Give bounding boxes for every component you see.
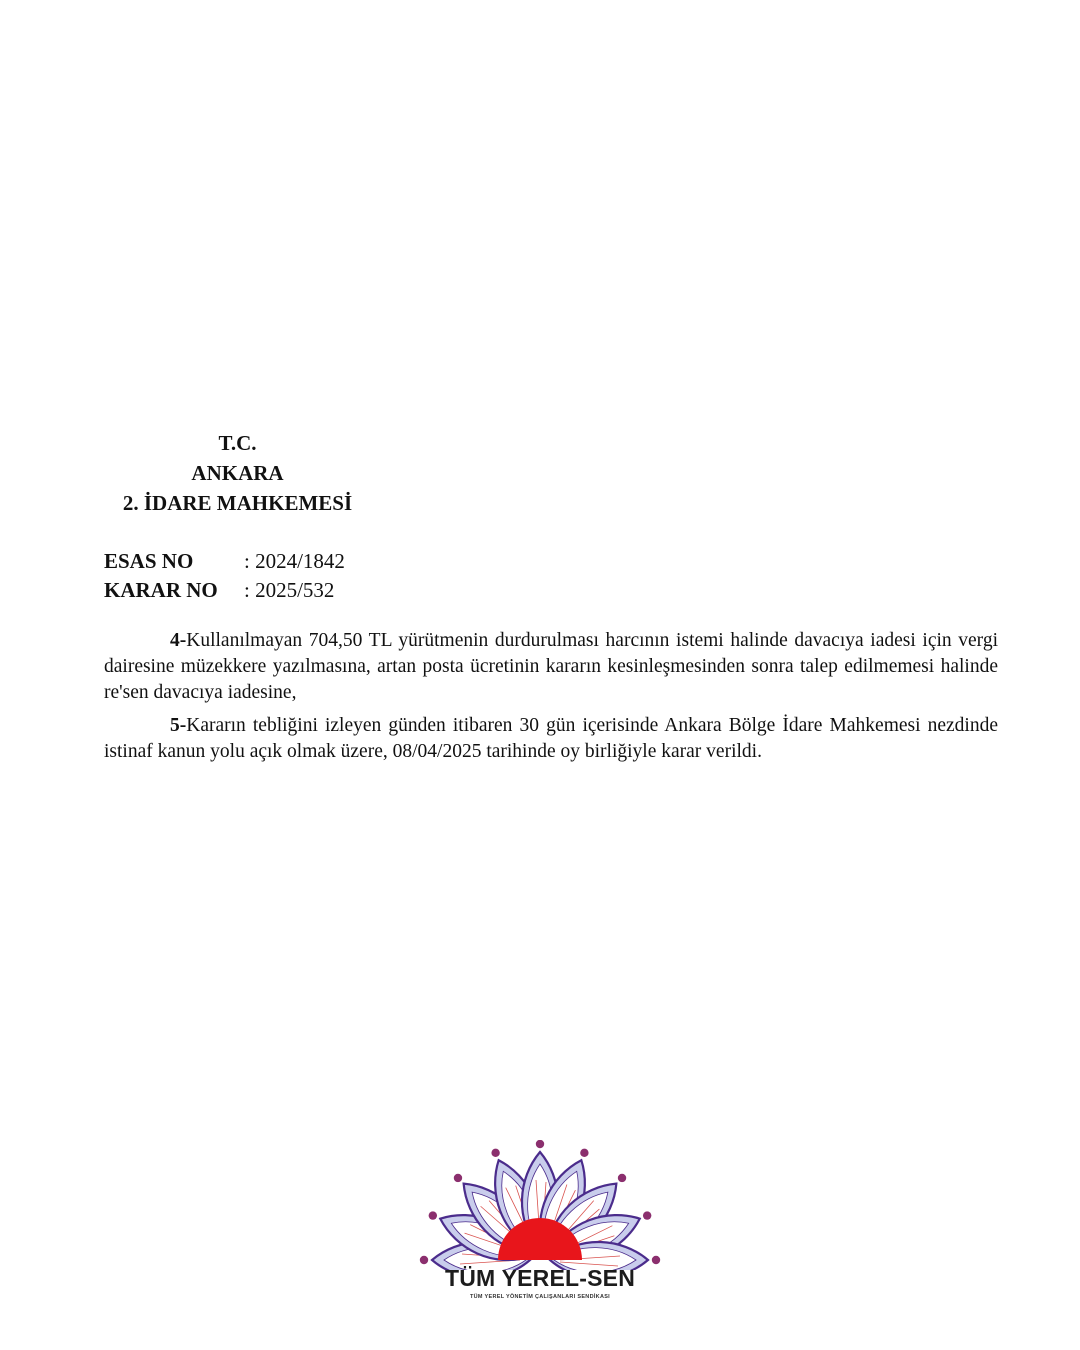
petal-dot: [420, 1256, 428, 1264]
esas-label: ESAS NO: [104, 549, 194, 573]
petal-dot: [652, 1256, 660, 1264]
karar-row: [104, 576, 345, 605]
petal-dot: [491, 1149, 499, 1157]
header-court: 2. İDARE MAHKEMESİ: [122, 491, 353, 515]
sunflower-emblem-icon: [412, 1140, 668, 1270]
petal-dot: [618, 1174, 626, 1182]
logo-subtitle: TÜM YEREL YÖNETİM ÇALIŞANLARI SENDİKASI: [469, 1294, 611, 1300]
esas-row: [104, 547, 345, 576]
karar-label: KARAR NO: [104, 578, 218, 602]
petal-dot: [454, 1174, 462, 1182]
petal-dot: [429, 1211, 437, 1219]
header-tc: T.C.: [218, 431, 257, 455]
petal-dot: [643, 1211, 651, 1219]
paragraph-5-number: 5-: [170, 715, 187, 736]
logo-name: TÜM YEREL-SEN: [444, 1265, 636, 1291]
karar-value: : 2025/532: [244, 578, 335, 602]
decision-body: [104, 628, 998, 772]
paragraph-4-number: 4-: [170, 630, 187, 651]
paragraph-5-text: Kararın tebliğini izleyen günden itibaren 30 gün içerisinde Ankara Bölge İdare Mahkemesi nezdinde istinaf kanun yolu açık olmak üzere, 08/04/2025 tarihinde oy birliğiyle karar verildi.: [104, 715, 998, 762]
court-header: [100, 428, 375, 518]
paragraph-4-text: Kullanılmayan 704,50 TL yürütmenin durdurulması harcının istemi halinde davacıya iadesi için vergi dairesine müzekkere yazılmasına, artan posta ücretinin kararın kesinleşmesinden sonra talep edilmemesi halinde re'sen davacıya iadesine,: [104, 630, 998, 703]
esas-value: : 2024/1842: [244, 549, 345, 573]
petal-dot: [536, 1140, 544, 1148]
case-meta: [104, 547, 345, 605]
header-city: ANKARA: [191, 461, 284, 485]
paragraph-5: [104, 713, 998, 765]
paragraph-4: [104, 628, 998, 706]
petal-dot: [580, 1149, 588, 1157]
